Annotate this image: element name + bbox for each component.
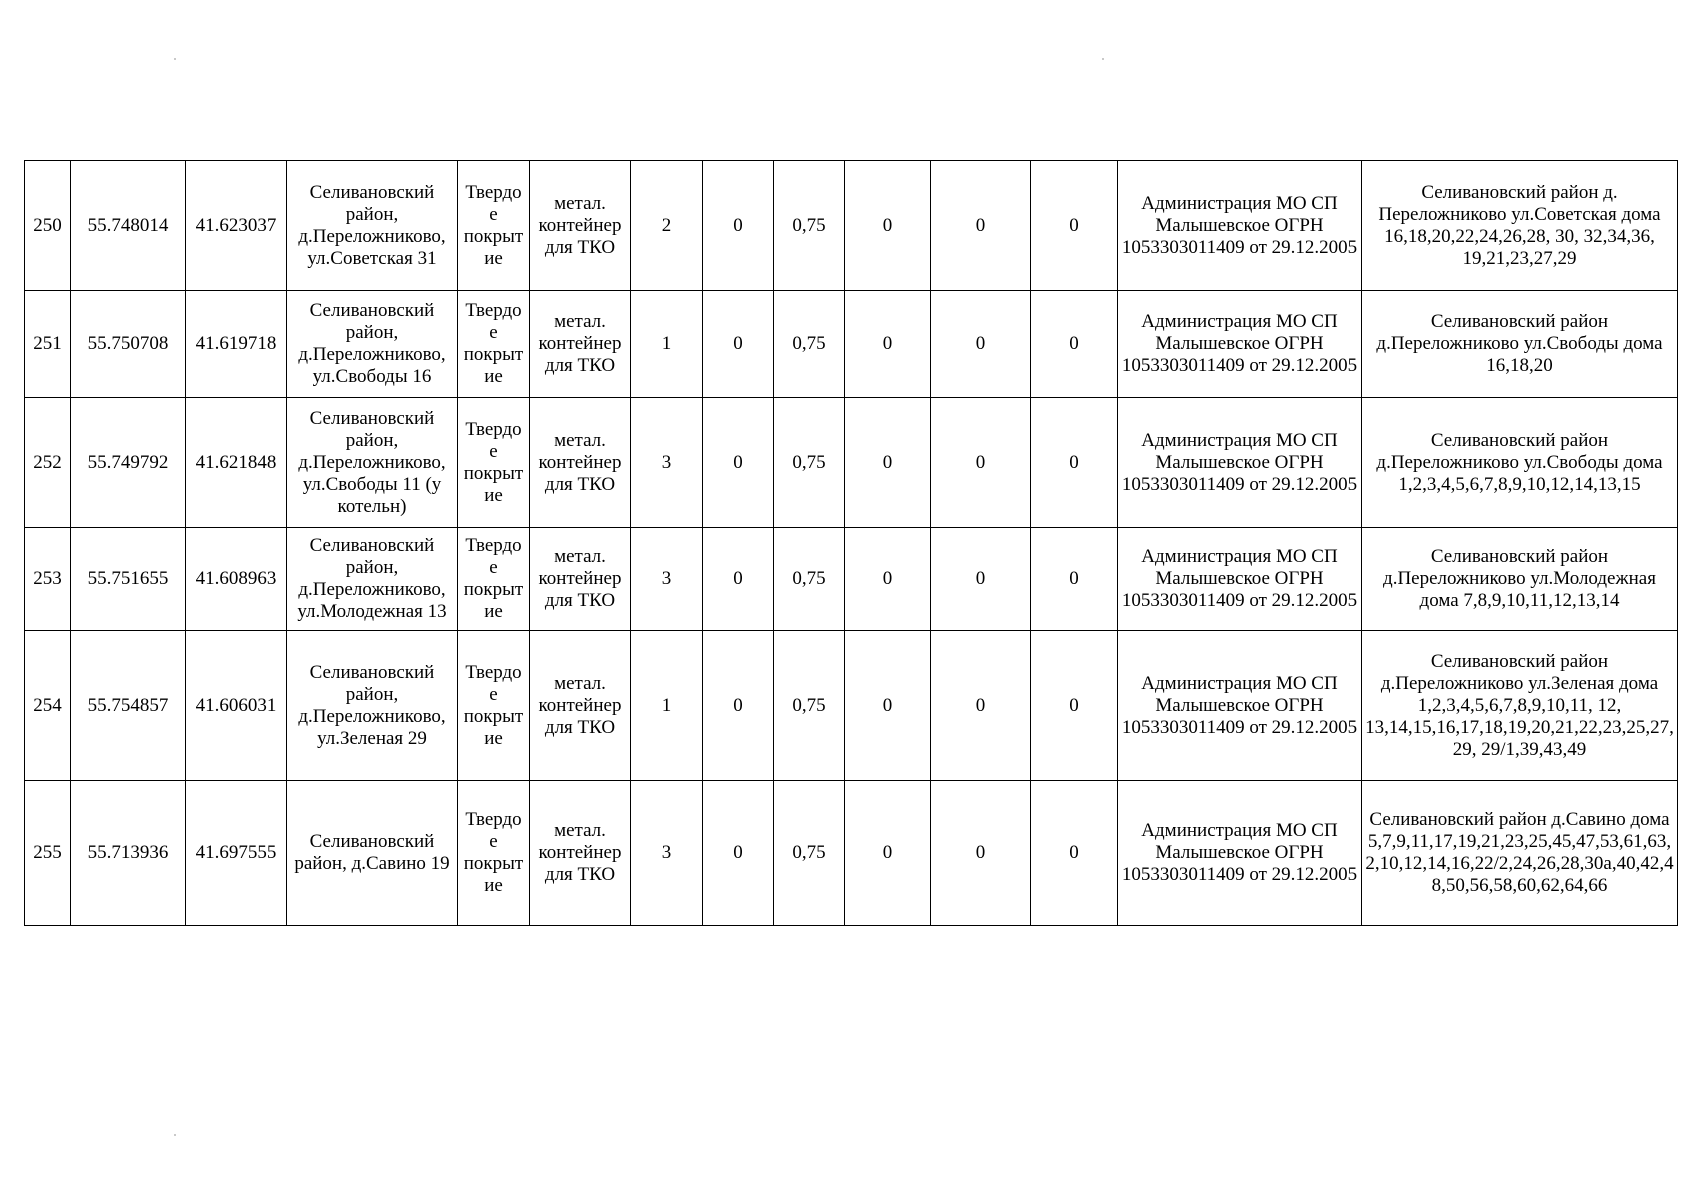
value-cell: 0 — [845, 631, 931, 781]
table-row — [25, 528, 1678, 631]
surface-cell: Твердо е покрыт ие — [458, 781, 530, 926]
value-cell: 0 — [1031, 398, 1118, 528]
container-count-cell: 3 — [631, 398, 703, 528]
value-cell: 0 — [931, 528, 1031, 631]
surface-cell: Твердо е покрыт ие — [458, 631, 530, 781]
volume-cell: 0,75 — [774, 528, 845, 631]
longitude-cell: 41.619718 — [186, 291, 287, 398]
owner-cell: Администрация МО СП Малышевское ОГРН 1053303011409 от 29.12.2005 — [1118, 398, 1362, 528]
container-type-cell: метал. контейнер для ТКО — [530, 291, 631, 398]
row-number: 251 — [25, 291, 71, 398]
container-count-cell: 3 — [631, 781, 703, 926]
value-cell: 0 — [931, 398, 1031, 528]
value-cell: 0 — [845, 291, 931, 398]
waste-site-registry-table — [24, 160, 1678, 926]
row-number: 253 — [25, 528, 71, 631]
value-cell: 0 — [1031, 528, 1118, 631]
table-row — [25, 781, 1678, 926]
longitude-cell: 41.608963 — [186, 528, 287, 631]
address-cell: Селивановский район, д.Переложниково, ул.Молодежная 13 — [287, 528, 458, 631]
container-type-cell: метал. контейнер для ТКО — [530, 631, 631, 781]
latitude-cell: 55.750708 — [71, 291, 186, 398]
value-cell: 0 — [931, 291, 1031, 398]
value-cell: 0 — [1031, 631, 1118, 781]
served-houses-cell: Селивановский район д.Переложниково ул.Молодежная дома 7,8,9,10,11,12,13,14 — [1362, 528, 1678, 631]
address-cell: Селивановский район, д.Переложниково, ул.Свободы 16 — [287, 291, 458, 398]
value-cell: 0 — [703, 528, 774, 631]
container-type-cell: метал. контейнер для ТКО — [530, 161, 631, 291]
container-count-cell: 3 — [631, 528, 703, 631]
container-count-cell: 1 — [631, 631, 703, 781]
volume-cell: 0,75 — [774, 291, 845, 398]
volume-cell: 0,75 — [774, 631, 845, 781]
surface-cell: Твердо е покрыт ие — [458, 161, 530, 291]
row-number: 254 — [25, 631, 71, 781]
scan-speck — [174, 1134, 176, 1136]
surface-cell: Твердо е покрыт ие — [458, 528, 530, 631]
latitude-cell: 55.713936 — [71, 781, 186, 926]
address-cell: Селивановский район, д.Переложниково, ул.Зеленая 29 — [287, 631, 458, 781]
value-cell: 0 — [1031, 161, 1118, 291]
surface-cell: Твердо е покрыт ие — [458, 398, 530, 528]
container-type-cell: метал. контейнер для ТКО — [530, 781, 631, 926]
value-cell: 0 — [703, 398, 774, 528]
owner-cell: Администрация МО СП Малышевское ОГРН 1053303011409 от 29.12.2005 — [1118, 291, 1362, 398]
longitude-cell: 41.621848 — [186, 398, 287, 528]
latitude-cell: 55.754857 — [71, 631, 186, 781]
table-row — [25, 398, 1678, 528]
container-count-cell: 2 — [631, 161, 703, 291]
table-row — [25, 631, 1678, 781]
value-cell: 0 — [845, 161, 931, 291]
row-number: 252 — [25, 398, 71, 528]
container-type-cell: метал. контейнер для ТКО — [530, 528, 631, 631]
volume-cell: 0,75 — [774, 781, 845, 926]
container-type-cell: метал. контейнер для ТКО — [530, 398, 631, 528]
longitude-cell: 41.606031 — [186, 631, 287, 781]
address-cell: Селивановский район, д.Савино 19 — [287, 781, 458, 926]
owner-cell: Администрация МО СП Малышевское ОГРН 1053303011409 от 29.12.2005 — [1118, 631, 1362, 781]
value-cell: 0 — [1031, 781, 1118, 926]
served-houses-cell: Селивановский район д.Переложниково ул.Зеленая дома 1,2,3,4,5,6,7,8,9,10,11, 12, 13,14,15,16,17,18,19,20,21,22,23,25,27,29, 29/1,39,43,49 — [1362, 631, 1678, 781]
value-cell: 0 — [931, 631, 1031, 781]
table-row — [25, 291, 1678, 398]
owner-cell: Администрация МО СП Малышевское ОГРН 1053303011409 от 29.12.2005 — [1118, 781, 1362, 926]
address-cell: Селивановский район, д.Переложниково, ул.Советская 31 — [287, 161, 458, 291]
table-row — [25, 161, 1678, 291]
row-number: 250 — [25, 161, 71, 291]
served-houses-cell: Селивановский район д.Переложниково ул.Свободы дома 1,2,3,4,5,6,7,8,9,10,12,14,13,15 — [1362, 398, 1678, 528]
scan-speck — [174, 58, 176, 60]
value-cell: 0 — [703, 781, 774, 926]
value-cell: 0 — [845, 528, 931, 631]
value-cell: 0 — [703, 291, 774, 398]
owner-cell: Администрация МО СП Малышевское ОГРН 1053303011409 от 29.12.2005 — [1118, 528, 1362, 631]
latitude-cell: 55.751655 — [71, 528, 186, 631]
row-number: 255 — [25, 781, 71, 926]
longitude-cell: 41.623037 — [186, 161, 287, 291]
longitude-cell: 41.697555 — [186, 781, 287, 926]
served-houses-cell: Селивановский район д.Савино дома 5,7,9,11,17,19,21,23,25,45,47,53,61,63,2,10,12,14,16,22/2,24,26,28,30а,40,42,48,50,56,58,60,62,64,66 — [1362, 781, 1678, 926]
container-count-cell: 1 — [631, 291, 703, 398]
served-houses-cell: Селивановский район д. Переложниково ул.Советская дома 16,18,20,22,24,26,28, 30, 32,34,36, 19,21,23,27,29 — [1362, 161, 1678, 291]
value-cell: 0 — [931, 161, 1031, 291]
value-cell: 0 — [1031, 291, 1118, 398]
served-houses-cell: Селивановский район д.Переложниково ул.Свободы дома 16,18,20 — [1362, 291, 1678, 398]
scan-speck — [1102, 58, 1104, 60]
latitude-cell: 55.749792 — [71, 398, 186, 528]
volume-cell: 0,75 — [774, 161, 845, 291]
value-cell: 0 — [931, 781, 1031, 926]
value-cell: 0 — [845, 781, 931, 926]
value-cell: 0 — [703, 631, 774, 781]
latitude-cell: 55.748014 — [71, 161, 186, 291]
value-cell: 0 — [703, 161, 774, 291]
surface-cell: Твердо е покрыт ие — [458, 291, 530, 398]
owner-cell: Администрация МО СП Малышевское ОГРН 1053303011409 от 29.12.2005 — [1118, 161, 1362, 291]
value-cell: 0 — [845, 398, 931, 528]
volume-cell: 0,75 — [774, 398, 845, 528]
address-cell: Селивановский район, д.Переложниково, ул.Свободы 11 (у котельн) — [287, 398, 458, 528]
